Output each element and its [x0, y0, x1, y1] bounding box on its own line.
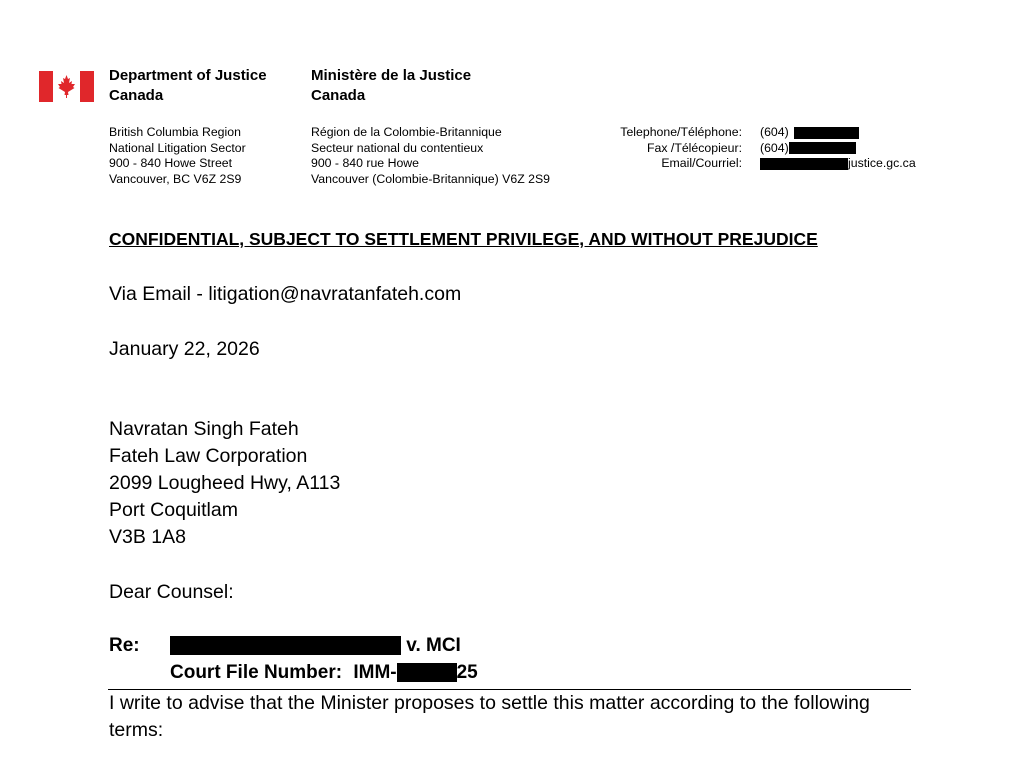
address-fr — [311, 125, 550, 187]
re-label: Re: — [109, 635, 140, 656]
recipient-line: Navratan Singh Fateh — [109, 418, 299, 440]
address-en-line: British Columbia Region — [109, 125, 241, 139]
redaction-bar — [794, 127, 859, 139]
re-case-title — [170, 632, 461, 659]
dept-fr-line1: Ministère de la Justice — [311, 67, 472, 84]
fax-label: Fax /Télécopieur: — [646, 140, 742, 155]
body-paragraph: I write to advise that the Minister proposes to settle this matter according to the following terms: — [109, 692, 870, 741]
court-file-line — [170, 659, 478, 686]
address-en-line: National Litigation Sector — [109, 140, 246, 155]
email-value — [760, 156, 916, 172]
recipient-line: Port Coquitlam — [109, 499, 238, 521]
court-file-label: Court File Number: — [170, 662, 343, 683]
dept-fr-line2: Canada — [311, 87, 366, 104]
via-email-line: Via Email - litigation@navratanfateh.com — [109, 283, 462, 305]
fax-value — [760, 141, 916, 157]
address-fr-line: 900 - 840 rue Howe — [311, 156, 420, 171]
fax-prefix: (604) — [760, 140, 789, 155]
salutation: Dear Counsel: — [109, 581, 234, 603]
redaction-bar — [789, 142, 856, 154]
recipient-line: 2099 Lougheed Hwy, A113 — [109, 472, 341, 494]
department-name-fr — [311, 66, 471, 106]
redaction-bar — [760, 158, 848, 170]
redaction-bar — [397, 663, 457, 682]
contact-values — [760, 125, 916, 172]
canada-flag-logo — [39, 71, 94, 102]
dept-en-line1: Department of Justice — [109, 67, 267, 84]
court-file-suffix: 25 — [456, 662, 478, 683]
address-fr-line: Secteur national du contentieux — [311, 140, 484, 155]
recipient-line: V3B 1A8 — [109, 526, 186, 548]
address-en — [109, 125, 246, 187]
telephone-prefix: (604) — [760, 125, 789, 139]
email-label: Email/Courriel: — [661, 156, 742, 171]
contact-labels — [560, 125, 742, 172]
court-file-prefix: IMM- — [353, 662, 397, 683]
address-en-line: 900 - 840 Howe Street — [109, 156, 233, 171]
re-case-suffix: v. MCI — [406, 635, 461, 656]
dept-en-line2: Canada — [109, 87, 164, 104]
address-en-line: Vancouver, BC V6Z 2S9 — [109, 171, 242, 186]
recipient-line: Fateh Law Corporation — [109, 445, 308, 467]
recipient-address — [109, 416, 340, 551]
department-name-en — [109, 66, 267, 106]
email-suffix: justice.gc.ca — [848, 156, 916, 171]
address-fr-line: Région de la Colombie-Britannique — [311, 125, 502, 139]
confidential-heading: CONFIDENTIAL, SUBJECT TO SETTLEMENT PRIVILEGE, AND WITHOUT PREJUDICE — [109, 229, 818, 249]
address-fr-line: Vancouver (Colombie-Britannique) V6Z 2S9 — [311, 171, 550, 186]
redaction-bar — [170, 636, 401, 655]
letter-date: January 22, 2026 — [109, 338, 260, 360]
telephone-value — [760, 125, 916, 141]
telephone-label: Telephone/Téléphone: — [620, 125, 742, 139]
